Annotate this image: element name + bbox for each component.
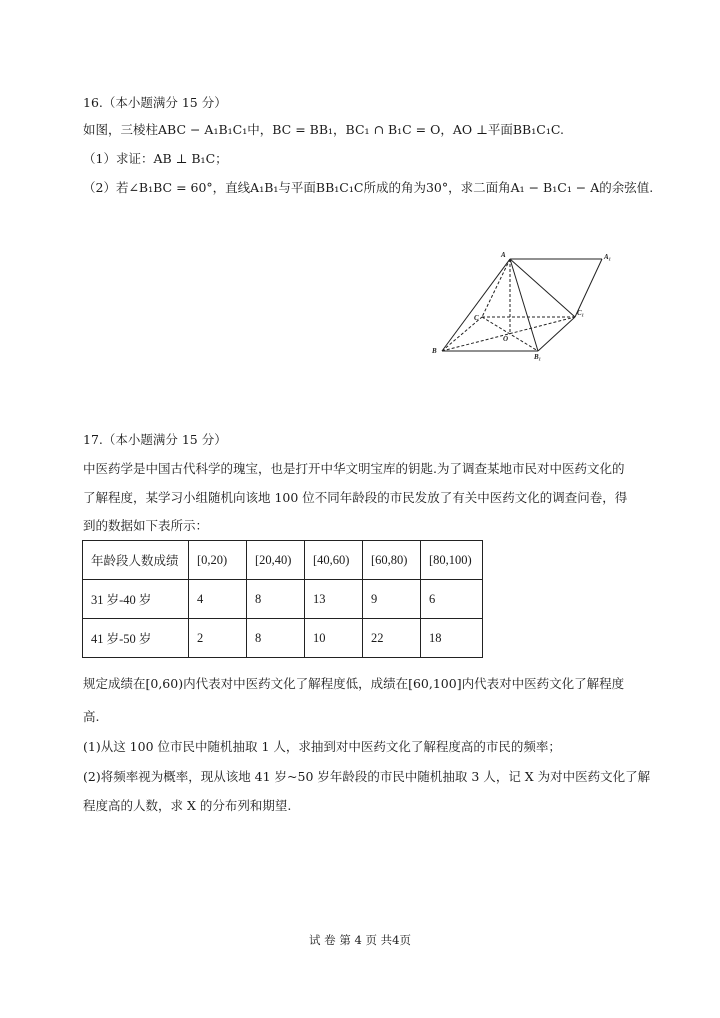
table-row [83, 619, 483, 658]
table-cell: 8 [247, 619, 305, 658]
table-cell: 6 [421, 580, 483, 619]
table-cell: 8 [247, 580, 305, 619]
table-corner-cell: 年龄段人数成绩 [83, 541, 189, 580]
q16-heading: 16.（本小题满分 15 分） [83, 95, 227, 110]
q17-part2-line1: (2)将频率视为概率，现从该地 41 岁~50 岁年龄段的市民中随机抽取 3 人，记 X 为对中医药文化了解 [83, 769, 651, 784]
label-A: A [501, 251, 506, 259]
label-B: B [432, 347, 437, 355]
table-col-header: [0,20) [189, 541, 247, 580]
q17-part1: (1)从这 100 位市民中随机抽取 1 人，求抽到对中医药文化了解程度高的市民的频率； [83, 739, 561, 754]
q17-rule-line1: 规定成绩在[0,60)内代表对中医药文化了解程度低，成绩在[60,100]内代表对中医药文化了解程度 [83, 676, 625, 691]
table-cell: 4 [189, 580, 247, 619]
table-col-header: [80,100) [421, 541, 483, 580]
table-col-header: [20,40) [247, 541, 305, 580]
q17-part2-line2: 程度高的人数，求 X 的分布列和期望. [83, 798, 292, 813]
table-cell: 22 [363, 619, 421, 658]
table-cell: 13 [305, 580, 363, 619]
table-cell: 10 [305, 619, 363, 658]
page-footer: 试 卷 第 4 页 共4页 [309, 933, 411, 947]
q16-stem: 如图，三棱柱ABC − A₁B₁C₁中，BC = BB₁，BC₁ ∩ B₁C = O，AO ⊥平面BB₁C₁C. [83, 122, 564, 137]
table-cell: 2 [189, 619, 247, 658]
table-cell: 18 [421, 619, 483, 658]
label-C: C [474, 314, 479, 322]
q16-part2: （2）若∠B₁BC = 60°，直线A₁B₁与平面BB₁C₁C所成的角为30°，求二面角A₁ − B₁C₁ − A的余弦值. [83, 180, 654, 195]
q17-stem-line3: 到的数据如下表所示： [83, 518, 209, 533]
q17-heading: 17.（本小题满分 15 分） [83, 432, 227, 447]
table-header-row [83, 541, 483, 580]
q17-stem-line1: 中医药学是中国古代科学的瑰宝，也是打开中华文明宝库的钥匙.为了调查某地市民对中医药文化的 [83, 461, 625, 476]
label-B1: B₁ [534, 353, 542, 361]
table-cell: 9 [363, 580, 421, 619]
label-A1: A₁ [604, 253, 612, 261]
q17-rule-line2: 高. [83, 709, 100, 724]
label-C1: C₁ [577, 309, 585, 317]
table-row [83, 580, 483, 619]
prism-figure [430, 245, 615, 365]
table-col-header: [40,60) [305, 541, 363, 580]
score-table [82, 540, 483, 658]
label-O: O [503, 335, 509, 343]
table-row-label: 31 岁-40 岁 [83, 580, 189, 619]
q17-stem-line2: 了解程度，某学习小组随机向该地 100 位不同年龄段的市民发放了有关中医药文化的调查问卷，得 [83, 490, 628, 505]
table-row-label: 41 岁-50 岁 [83, 619, 189, 658]
q16-part1: （1）求证：AB ⊥ B₁C； [83, 151, 228, 166]
table-col-header: [60,80) [363, 541, 421, 580]
